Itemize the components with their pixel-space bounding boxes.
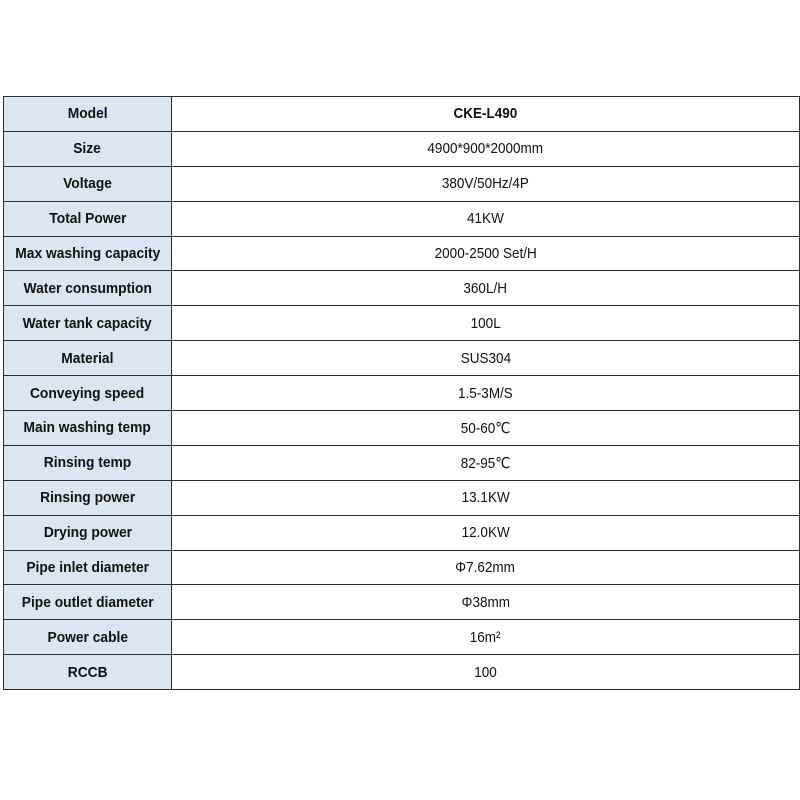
- table-row: [4, 306, 800, 341]
- row-label-text: Total Power: [48, 210, 127, 228]
- row-value-total-power: [172, 201, 800, 236]
- row-value-max-washing-capacity: [172, 236, 800, 271]
- row-value-text: 2000-2500 Set/H: [434, 245, 537, 262]
- row-label-pipe-outlet-diameter: [4, 585, 172, 620]
- row-value-drying-power: [172, 515, 800, 550]
- row-value-text: 16m²: [470, 628, 501, 646]
- row-label-water-tank-capacity: [4, 306, 172, 341]
- row-value-pipe-inlet-diameter: [172, 550, 800, 585]
- row-value-text: SUS304: [460, 349, 511, 367]
- row-value-water-consumption: [172, 271, 800, 306]
- row-label-main-washing-temp: [4, 411, 172, 446]
- row-label-text: Material: [61, 349, 114, 367]
- row-label-text: Power cable: [47, 628, 128, 646]
- row-label-text: Model: [67, 105, 108, 123]
- row-value-text: 82-95℃: [460, 454, 511, 472]
- row-value-voltage: [172, 166, 800, 201]
- row-value-text: 360L/H: [463, 279, 508, 297]
- row-label-pipe-inlet-diameter: [4, 550, 172, 585]
- table-row: [4, 620, 800, 655]
- row-value-text: Φ7.62mm: [455, 559, 516, 577]
- row-label-conveying-speed: [4, 376, 172, 411]
- row-label-text: Conveying speed: [30, 384, 145, 402]
- table-row: [4, 655, 800, 690]
- row-label-rinsing-temp: [4, 445, 172, 480]
- table-row: [4, 585, 800, 620]
- row-label-drying-power: [4, 515, 172, 550]
- table-row: [4, 480, 800, 515]
- row-label-text: Water tank capacity: [22, 314, 153, 332]
- table-row: [4, 515, 800, 550]
- row-label-total-power: [4, 201, 172, 236]
- table-row: [4, 271, 800, 306]
- row-value-pipe-outlet-diameter: [172, 585, 800, 620]
- table-row: [4, 166, 800, 201]
- row-label-material: [4, 341, 172, 376]
- row-label-text: Rinsing temp: [43, 454, 132, 472]
- row-value-text: 13.1KW: [461, 489, 510, 507]
- row-label-text: Water consumption: [23, 279, 152, 297]
- row-value-text: 100: [474, 663, 497, 681]
- row-value-text: 100L: [470, 314, 501, 332]
- row-label-rccb: [4, 655, 172, 690]
- row-value-text: CKE-L490: [453, 105, 518, 123]
- table-row: [4, 376, 800, 411]
- row-value-material: [172, 341, 800, 376]
- table-row: [4, 131, 800, 166]
- row-label-text: Drying power: [43, 524, 132, 542]
- table-row: [4, 201, 800, 236]
- row-value-rinsing-power: [172, 480, 800, 515]
- row-value-power-cable: [172, 620, 800, 655]
- row-label-model: [4, 97, 172, 132]
- row-value-text: 12.0KW: [461, 524, 510, 542]
- row-value-main-washing-temp: [172, 411, 800, 446]
- row-label-text: Max washing capacity: [15, 245, 160, 262]
- row-value-water-tank-capacity: [172, 306, 800, 341]
- row-value-rccb: [172, 655, 800, 690]
- table-row: [4, 341, 800, 376]
- table-row: [4, 411, 800, 446]
- row-value-conveying-speed: [172, 376, 800, 411]
- row-value-text: 50-60℃: [460, 419, 511, 437]
- row-label-max-washing-capacity: [4, 236, 172, 271]
- row-value-model: [172, 97, 800, 132]
- row-label-text: Pipe inlet diameter: [26, 559, 149, 577]
- row-value-text: 380V/50Hz/4P: [441, 175, 530, 193]
- row-value-text: Φ38mm: [461, 593, 510, 611]
- row-value-text: 1.5-3M/S: [458, 384, 513, 402]
- row-label-text: Pipe outlet diameter: [21, 593, 154, 611]
- row-label-text: Voltage: [63, 175, 112, 193]
- row-label-voltage: [4, 166, 172, 201]
- row-label-text: Rinsing power: [39, 489, 136, 507]
- table-row: [4, 236, 800, 271]
- row-label-size: [4, 131, 172, 166]
- row-value-text: 41KW: [467, 210, 504, 228]
- row-value-size: [172, 131, 800, 166]
- row-label-water-consumption: [4, 271, 172, 306]
- row-label-text: Size: [73, 140, 102, 158]
- row-label-rinsing-power: [4, 480, 172, 515]
- table-row: [4, 445, 800, 480]
- row-label-text: Main washing temp: [23, 419, 152, 437]
- row-value-rinsing-temp: [172, 445, 800, 480]
- row-label-power-cable: [4, 620, 172, 655]
- row-label-text: RCCB: [67, 663, 108, 681]
- spec-table: [3, 96, 800, 690]
- table-row: [4, 550, 800, 585]
- row-value-text: 4900*900*2000mm: [427, 140, 544, 158]
- table-row: [4, 97, 800, 132]
